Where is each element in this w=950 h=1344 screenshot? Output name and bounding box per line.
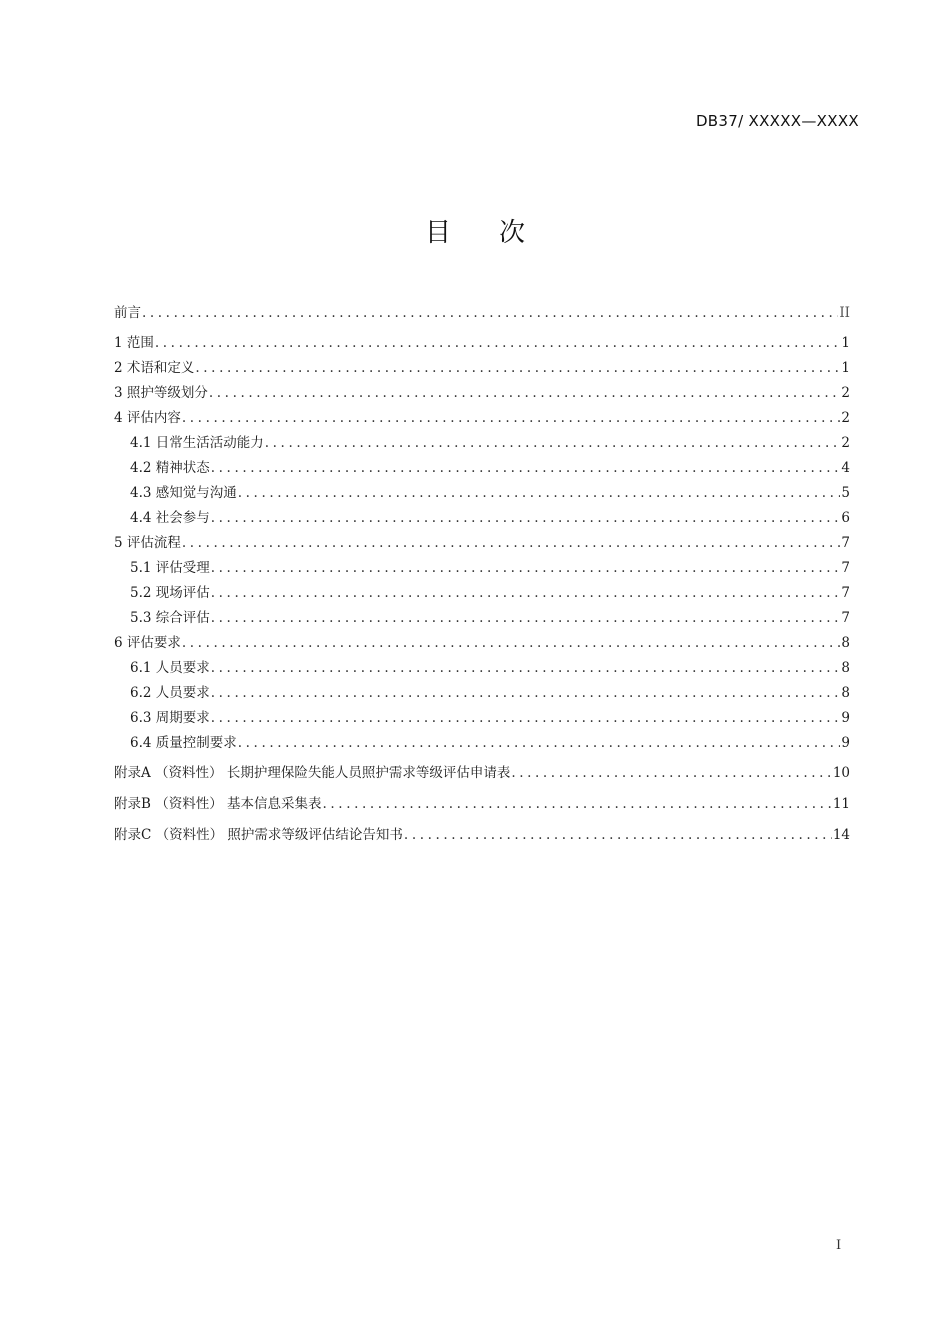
toc-entry-page: 2: [841, 385, 850, 401]
toc-entry-page: 7: [841, 585, 850, 601]
toc-entry-label: 6 评估要求: [114, 635, 181, 651]
document-code: DB37/ XXXXX—XXXX: [695, 112, 859, 130]
toc-entry[interactable]: [114, 632, 850, 654]
toc-entry[interactable]: [114, 682, 850, 704]
toc-entry-page: 7: [841, 560, 850, 576]
toc-entry[interactable]: [114, 432, 850, 454]
toc-entry[interactable]: [114, 457, 850, 479]
toc-entry-label: 附录C （资料性） 照护需求等级评估结论告知书: [114, 827, 403, 843]
toc-entry-page: 10: [832, 765, 850, 781]
toc-entry-label: 6.4 质量控制要求: [130, 735, 237, 751]
dot-leader: [211, 457, 841, 479]
toc-entry[interactable]: [114, 557, 850, 579]
toc-entry-page: 8: [841, 660, 850, 676]
toc-entry-label: 5 评估流程: [114, 535, 181, 551]
dot-leader: [155, 332, 841, 354]
toc-entry-label: 前言: [114, 305, 141, 321]
toc-entry-label: 2 术语和定义: [114, 360, 195, 376]
toc-entry-page: 11: [832, 796, 850, 812]
toc-entry[interactable]: [114, 732, 850, 754]
toc-entry-page: 5: [841, 485, 850, 501]
toc-entry[interactable]: [114, 382, 850, 404]
toc-entry-page: 9: [841, 735, 850, 751]
toc-entry-page: 2: [841, 410, 850, 426]
toc-entry-label: 4 评估内容: [114, 410, 181, 426]
toc-entry-page: 1: [841, 360, 850, 376]
dot-leader: [182, 407, 841, 429]
toc-entry[interactable]: [114, 507, 850, 529]
dot-leader: [182, 532, 841, 554]
toc-entry-page: 9: [841, 710, 850, 726]
toc-entry-page: 14: [832, 827, 850, 843]
toc-entry[interactable]: [114, 407, 850, 429]
toc-entry-page: II: [839, 305, 850, 321]
dot-leader: [238, 482, 841, 504]
dot-leader: [511, 762, 831, 784]
title-char-1: 目: [424, 218, 451, 248]
toc-entry-page: 7: [841, 535, 850, 551]
toc-entry-label: 附录A （资料性） 长期护理保险失能人员照护需求等级评估申请表: [114, 765, 511, 781]
toc-entry[interactable]: [114, 824, 850, 846]
dot-leader: [211, 582, 841, 604]
toc-entry-page: 8: [841, 685, 850, 701]
page-title: [0, 212, 950, 249]
toc-entry[interactable]: [114, 762, 850, 784]
toc-entry-label: 6.3 周期要求: [130, 710, 210, 726]
toc-entry-page: 4: [841, 460, 850, 476]
toc-entry[interactable]: [114, 482, 850, 504]
dot-leader: [211, 557, 841, 579]
toc-entry[interactable]: [114, 302, 850, 324]
toc-entry[interactable]: [114, 607, 850, 629]
dot-leader: [265, 432, 841, 454]
toc-entry[interactable]: [114, 357, 850, 379]
toc-entry[interactable]: [114, 657, 850, 679]
dot-leader: [195, 357, 840, 379]
toc-entry-label: 5.3 综合评估: [130, 610, 210, 626]
dot-leader: [211, 607, 841, 629]
toc-entry-page: 6: [841, 510, 850, 526]
dot-leader: [211, 507, 841, 529]
toc-entry-page: 2: [841, 435, 850, 451]
toc-entry[interactable]: [114, 582, 850, 604]
toc-entry-page: 1: [841, 335, 850, 351]
dot-leader: [404, 824, 832, 846]
title-char-2: 次: [499, 218, 526, 248]
toc-entry-label: 3 照护等级划分: [114, 385, 208, 401]
toc-entry-label: 4.2 精神状态: [130, 460, 210, 476]
dot-leader: [142, 302, 838, 324]
toc-entry-page: 7: [841, 610, 850, 626]
toc-entry-label: 4.3 感知觉与沟通: [130, 485, 237, 501]
page-number: I: [836, 1238, 842, 1253]
dot-leader: [323, 793, 832, 815]
toc-entry[interactable]: [114, 793, 850, 815]
toc-entry-label: 4.1 日常生活活动能力: [130, 435, 264, 451]
toc-entry-label: 4.4 社会参与: [130, 510, 210, 526]
toc-entry[interactable]: [114, 532, 850, 554]
toc-entry-label: 5.2 现场评估: [130, 585, 210, 601]
dot-leader: [211, 657, 841, 679]
dot-leader: [211, 707, 841, 729]
toc-entry-page: 8: [841, 635, 850, 651]
toc-entry[interactable]: [114, 707, 850, 729]
dot-leader: [211, 682, 841, 704]
toc-entry-label: 6.1 人员要求: [130, 660, 210, 676]
toc-entry-label: 5.1 评估受理: [130, 560, 210, 576]
dot-leader: [209, 382, 841, 404]
toc-entry-label: 1 范围: [114, 335, 154, 351]
toc-entry-label: 6.2 人员要求: [130, 685, 210, 701]
toc-entry-label: 附录B （资料性） 基本信息采集表: [114, 796, 322, 812]
dot-leader: [182, 632, 841, 654]
toc-entry[interactable]: [114, 332, 850, 354]
dot-leader: [238, 732, 841, 754]
